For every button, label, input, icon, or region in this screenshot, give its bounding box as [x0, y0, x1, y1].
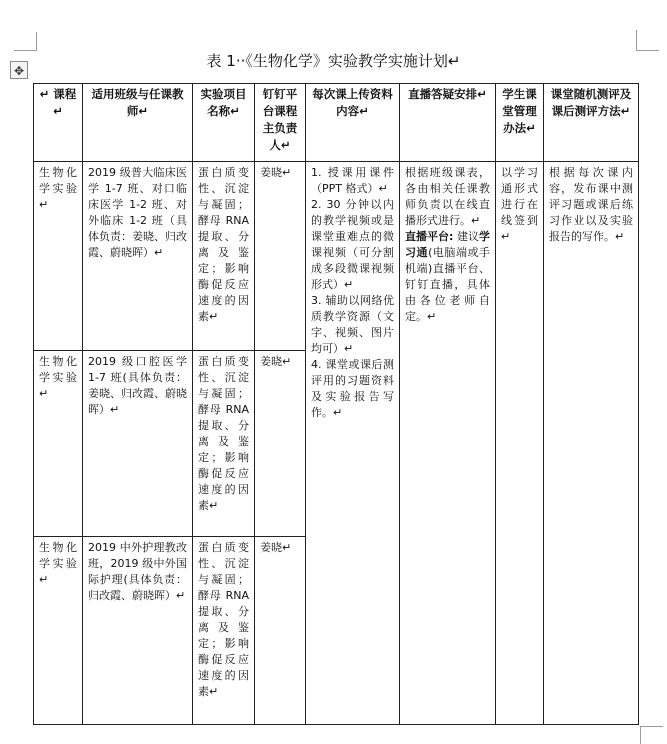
live-platform-text — [405, 229, 490, 325]
header-management: 学生课堂管理办法↵ — [496, 84, 544, 162]
table-header-row — [34, 84, 639, 162]
cell-project: 蛋白质变性、沉淀与凝固；酵母 RNA 提取、分离及鉴定；影响酶促反应速度的因素↵ — [193, 537, 255, 725]
header-project: 实验项目名称↵ — [193, 84, 255, 162]
cell-classes: 2019 级口腔医学 1-7 班(具体负责：姜晓、归改霞、蔚晓晖）↵ — [83, 351, 193, 537]
materials-item: 1. 授课用课件（PPT 格式）↵ — [311, 166, 394, 195]
cell-course: 生物化学实验↵ — [34, 162, 83, 351]
header-materials: 每次课上传资料内容↵ — [306, 84, 400, 162]
header-course: ↵ 课程↵ — [34, 84, 83, 162]
live-platform-label: 直播平台: — [405, 230, 454, 243]
cell-project: 蛋白质变性、沉淀与凝固；酵母 RNA 提取、分离及鉴定；影响酶促反应速度的因素↵ — [193, 351, 255, 537]
materials-item: 4. 课堂或课后测评用的习题资料及实验报告写作。↵ — [311, 358, 394, 419]
cell-course: 生物化学实验↵ — [34, 351, 83, 537]
cell-management: 以学习通形式进行在线签到↵ — [496, 162, 544, 725]
cell-classes: 2019 中外护理教改班，2019 级中外国际护理(具体负责：归改霞、蔚晓晖）↵ — [83, 537, 193, 725]
table-row — [34, 162, 639, 351]
cell-owner: 姜晓↵ — [255, 162, 306, 351]
header-classes: 适用班级与任课教师↵ — [83, 84, 193, 162]
cell-materials — [306, 162, 400, 725]
header-evaluation: 课堂随机测评及课后测评方法↵ — [544, 84, 639, 162]
header-live: 直播答疑安排↵ — [400, 84, 496, 162]
cell-owner: 姜晓↵ — [255, 351, 306, 537]
page-corner-mark-top-left — [14, 32, 37, 51]
page-corner-mark-bottom-right — [640, 726, 663, 744]
live-platform-text-b: (电脑端或手机端)直播平台、钉钉直播，具体由各位老师自定。↵ — [405, 246, 490, 323]
materials-list — [311, 165, 394, 421]
live-schedule-text: 根据班级课表，各由相关任课教师负责以在线直播形式进行。↵ — [405, 166, 490, 227]
cell-evaluation: 根据每次课内容，发布课中测评习题或课后练习作业以及实验报告的写作。↵ — [544, 162, 639, 725]
teaching-plan-table — [33, 83, 639, 725]
table-caption: 表 1··《生物化学》实验教学实施计划↵ — [206, 52, 461, 70]
header-owner: 钉钉平台课程主负责人↵ — [255, 84, 306, 162]
live-platform-app: 学习通 — [405, 230, 490, 259]
cell-owner: 姜晓↵ — [255, 537, 306, 725]
cell-project: 蛋白质变性、沉淀与凝固；酵母 RNA 提取、分离及鉴定；影响酶促反应速度的因素↵ — [193, 162, 255, 351]
cell-classes: 2019 级普大临床医学 1-7 班、对口临床医学 1-2 班、对外临床 1-2 班（具体负责：姜晓、归改霞、蔚晓晖）↵ — [83, 162, 193, 351]
page-corner-mark-top-right — [636, 30, 659, 51]
cell-live — [400, 162, 496, 725]
table-move-handle-icon[interactable]: ✥ — [10, 61, 28, 79]
cell-course: 生物化学实验↵ — [34, 537, 83, 725]
materials-item: 3. 辅助以网络优质教学资源（文字、视频、图片均可）↵ — [311, 294, 394, 355]
live-platform-text-a: 建议 — [453, 230, 479, 243]
materials-item: 2. 30 分钟以内的教学视频或是课堂重难点的微课视频（可分割成多段微课视频形式）↵ — [311, 198, 394, 291]
